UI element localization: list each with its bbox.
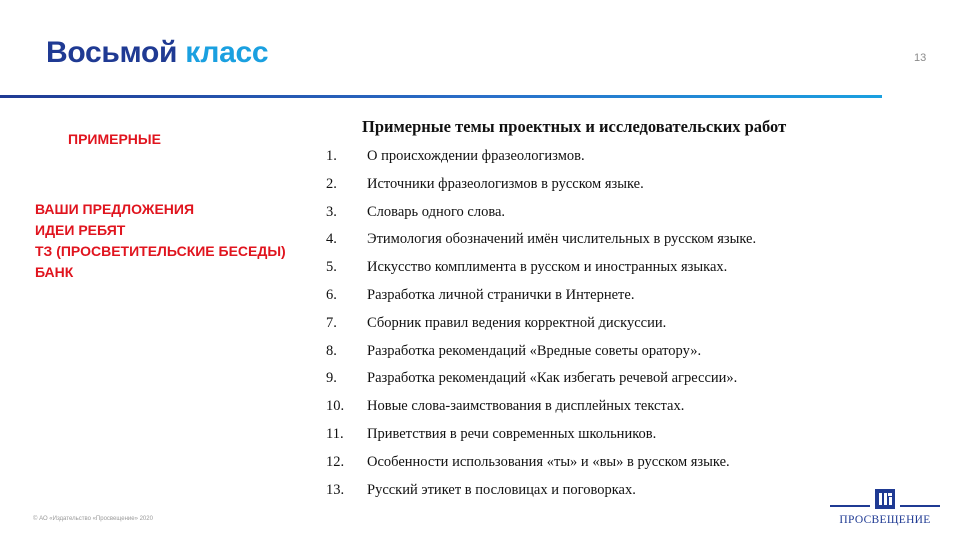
topic-text: Этимология обозначений имён числительных в русском языке. xyxy=(367,231,757,248)
topic-number: 3. xyxy=(326,203,337,220)
copyright-footer: © АО «Издательство «Просвещение» 2020 xyxy=(33,516,153,522)
publisher-logo xyxy=(828,488,942,528)
topic-number: 13. xyxy=(326,481,345,498)
topic-number: 8. xyxy=(326,342,337,359)
topic-number: 10. xyxy=(326,398,345,415)
topic-text: Новые слова-заимствования в дисплейных текстах. xyxy=(367,398,685,415)
topic-text: Особенности использования «ты» и «вы» в русском языке. xyxy=(367,453,730,470)
slide-title xyxy=(46,36,268,70)
topic-number: 12. xyxy=(326,453,345,470)
topic-number: 5. xyxy=(326,259,337,276)
topic-text: Разработка личной странички в Интернете. xyxy=(367,286,635,303)
topic-text: Приветствия в речи современных школьников. xyxy=(367,425,657,442)
topic-number: 9. xyxy=(326,370,337,387)
topic-text: Сборник правил ведения корректной дискуссии. xyxy=(367,314,667,331)
slide-title-part2: класс xyxy=(185,36,269,69)
label-primernye: ПРИМЕРНЫЕ xyxy=(68,131,161,147)
left-note-item: ВАШИ ПРЕДЛОЖЕНИЯ xyxy=(35,201,195,217)
topic-number: 2. xyxy=(326,175,337,192)
topic-number: 1. xyxy=(326,148,337,164)
topic-text: О происхождении фразеологизмов. xyxy=(367,148,585,164)
topic-number: 11. xyxy=(326,425,344,442)
topics-heading: Примерные темы проектных и исследовательских работ xyxy=(362,117,787,136)
left-notes-list xyxy=(35,199,286,283)
topic-text: Разработка рекомендаций «Как избегать речевой агрессии». xyxy=(367,370,738,387)
publisher-logo-text: ПРОСВЕЩЕНИЕ xyxy=(839,514,931,526)
page-number: 13 xyxy=(914,52,927,64)
topic-number: 7. xyxy=(326,314,337,331)
publisher-emblem-icon xyxy=(828,488,942,512)
left-note-item: ИДЕИ РЕБЯТ xyxy=(35,222,126,238)
topic-text: Словарь одного слова. xyxy=(367,203,506,220)
topic-text: Источники фразеологизмов в русском языке. xyxy=(367,175,644,192)
topic-text: Разработка рекомендаций «Вредные советы оратору». xyxy=(367,342,702,359)
title-divider xyxy=(0,95,882,98)
topic-text: Русский этикет в пословицах и поговорках. xyxy=(367,481,636,498)
topic-number: 6. xyxy=(326,286,337,303)
left-note-item: БАНК xyxy=(35,264,74,280)
topic-text: Искусство комплимента в русском и иностранных языках. xyxy=(367,259,728,276)
topic-number: 4. xyxy=(326,231,337,248)
left-note-item: ТЗ (ПРОСВЕТИТЕЛЬСКИЕ БЕСЕДЫ) xyxy=(35,243,286,259)
slide-title-part1: Восьмой xyxy=(46,36,178,69)
